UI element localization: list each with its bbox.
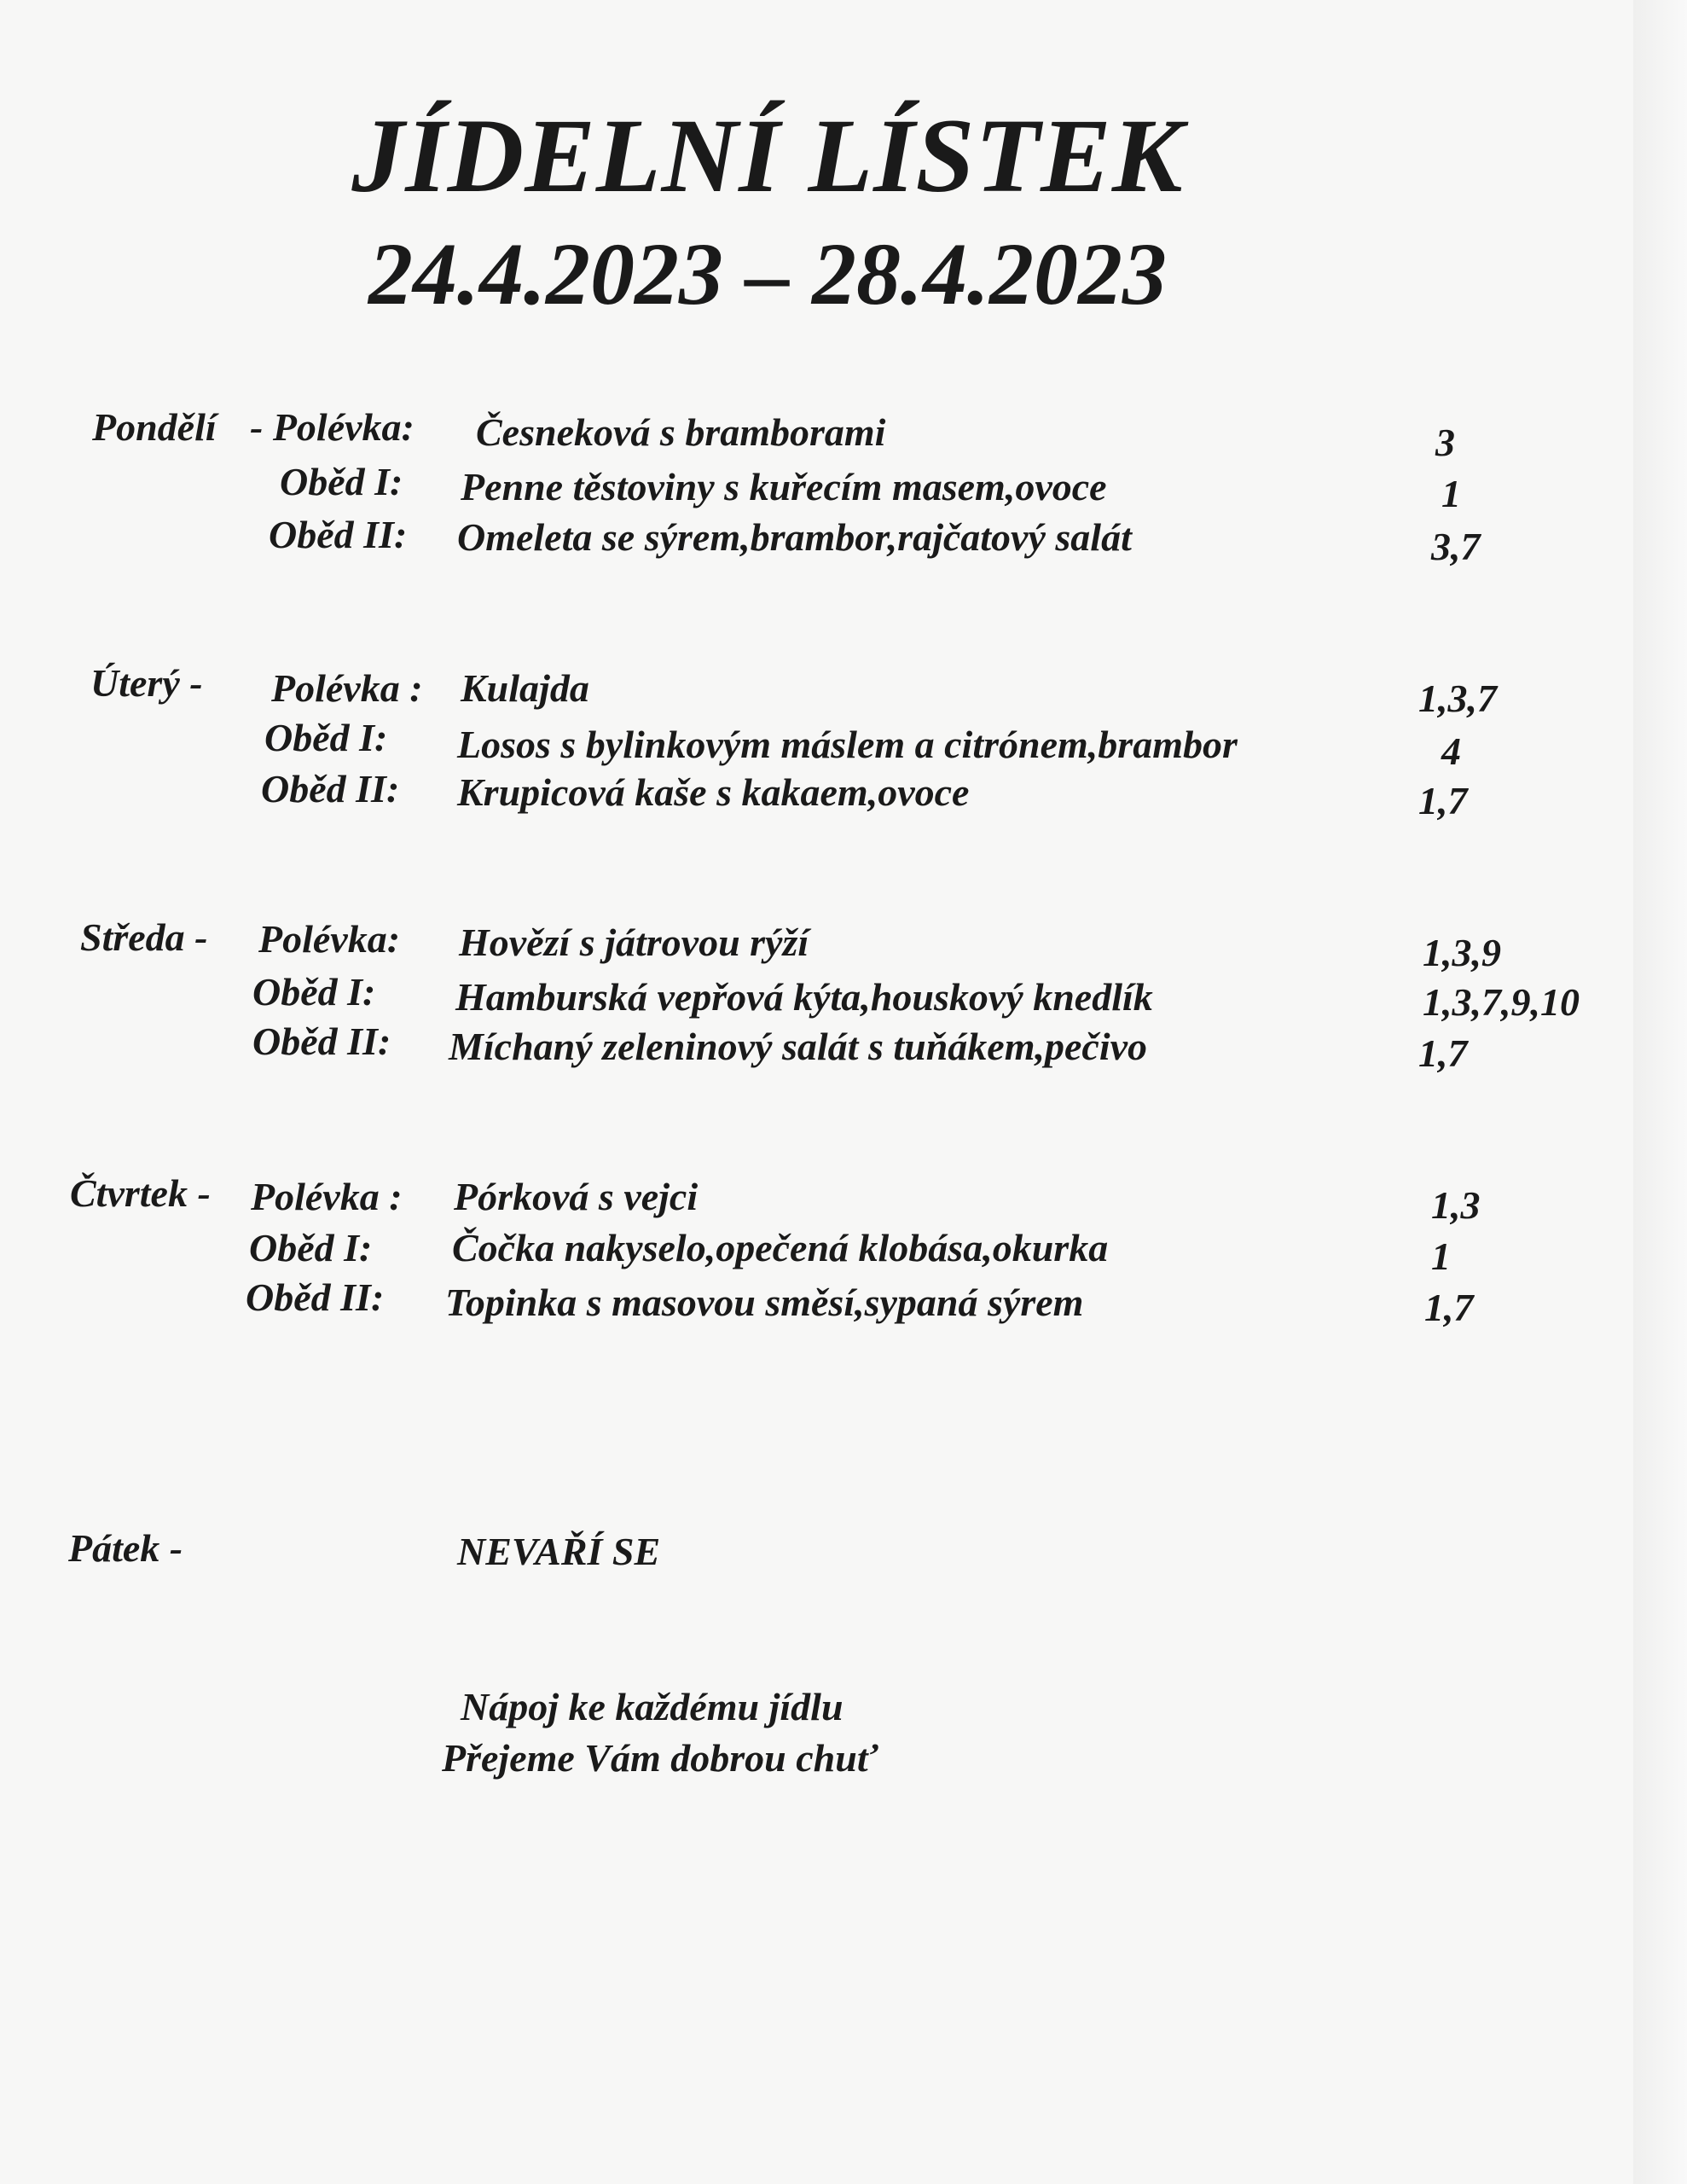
day-tuesday: Úterý - (90, 661, 203, 705)
row-label: Polévka: (258, 917, 401, 961)
row-label: Oběd I: (280, 460, 403, 503)
row-label: Oběd II: (261, 767, 400, 810)
day-wednesday: Středa - (80, 915, 208, 959)
allergens: 3 (1435, 421, 1455, 464)
dish: Česneková s bramborami (476, 410, 886, 454)
row-label: Oběd I: (264, 716, 388, 759)
allergens: 3,7 (1431, 525, 1481, 568)
menu-date-range: 24.4.2023 – 28.4.2023 (368, 225, 1167, 323)
allergens: 1,3,7 (1418, 677, 1497, 720)
dish: Kulajda (461, 666, 589, 710)
row-label: Polévka : (251, 1175, 403, 1218)
dish: Penne těstoviny s kuřecím masem,ovoce (461, 465, 1107, 508)
allergens: 1,7 (1424, 1286, 1474, 1329)
dish: Čočka nakyselo,opečená klobása,okurka (452, 1226, 1109, 1269)
allergens: 4 (1441, 729, 1461, 773)
page-edge-shadow (1633, 0, 1687, 2184)
dish: Hamburská vepřová kýta,houskový knedlík (455, 975, 1153, 1019)
allergens: 1 (1441, 472, 1461, 515)
allergens: 1,3,9 (1423, 931, 1501, 974)
allergens: 1,7 (1418, 779, 1468, 822)
day-thursday: Čtvrtek - (70, 1171, 211, 1215)
allergens: 1,3 (1431, 1183, 1481, 1227)
allergens: 1 (1431, 1234, 1451, 1278)
dish-not-cooking: NEVAŘÍ SE (457, 1530, 661, 1573)
day-friday: Pátek - (68, 1526, 183, 1570)
row-label: - Polévka: (250, 405, 415, 449)
row-label: Oběd II: (246, 1275, 385, 1319)
menu-title: JÍDELNÍ LÍSTEK (351, 97, 1184, 214)
footer-drink-note: Nápoj ke každému jídlu (461, 1685, 844, 1728)
dish: Pórková s vejci (454, 1175, 699, 1218)
row-label: Oběd I: (252, 970, 376, 1014)
dish: Losos s bylinkovým máslem a citrónem,brambor (457, 723, 1238, 766)
dish: Krupicová kaše s kakaem,ovoce (457, 770, 970, 814)
day-monday: Pondělí (92, 405, 217, 449)
row-label: Polévka : (271, 666, 423, 710)
dish: Hovězí s játrovou rýží (459, 921, 809, 964)
row-label: Oběd II: (269, 513, 408, 556)
dish: Topinka s masovou směsí,sypaná sýrem (445, 1281, 1084, 1324)
dish: Omeleta se sýrem,brambor,rajčatový salát (457, 515, 1132, 559)
dish: Míchaný zeleninový salát s tuňákem,pečivo (449, 1025, 1148, 1068)
row-label: Oběd II: (252, 1019, 391, 1063)
allergens: 1,7 (1418, 1031, 1468, 1075)
footer-greeting: Přejeme Vám dobrou chuť (442, 1736, 878, 1780)
row-label: Oběd I: (249, 1226, 373, 1269)
allergens: 1,3,7,9,10 (1423, 980, 1580, 1024)
